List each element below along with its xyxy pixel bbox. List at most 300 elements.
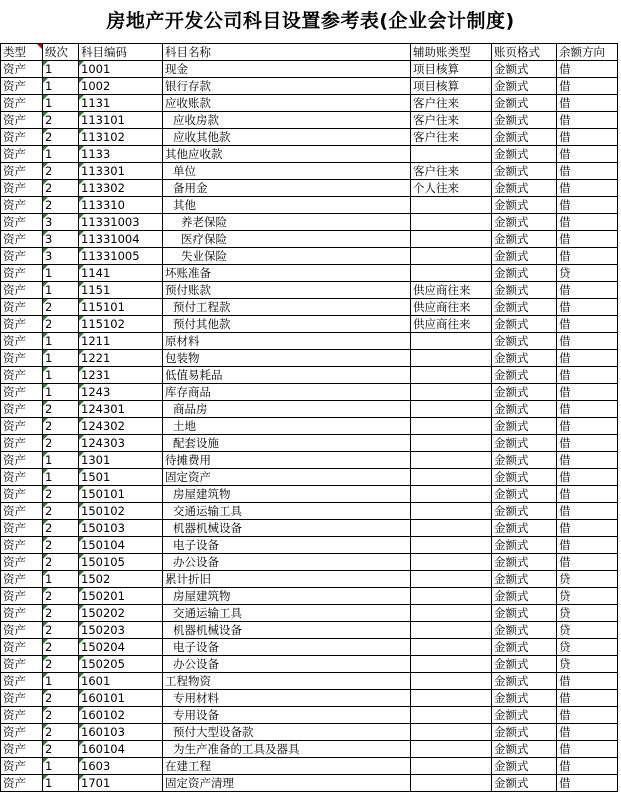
cell-name[interactable]: 医疗保险 — [163, 231, 411, 248]
cell-aux-type[interactable] — [411, 384, 492, 401]
cell-aux-type[interactable] — [411, 333, 492, 350]
cell-name[interactable]: 固定资产 — [163, 469, 411, 486]
cell-level[interactable]: 1 — [43, 775, 79, 792]
cell-balance-direction[interactable]: 借 — [557, 146, 618, 163]
cell-type[interactable]: 资产 — [1, 537, 43, 554]
cell-name[interactable]: 原材料 — [163, 333, 411, 350]
cell-balance-direction[interactable]: 借 — [557, 197, 618, 214]
cell-aux-type[interactable] — [411, 401, 492, 418]
cell-aux-type[interactable] — [411, 639, 492, 656]
cell-type[interactable]: 资产 — [1, 231, 43, 248]
cell-level[interactable]: 2 — [43, 554, 79, 571]
cell-code[interactable]: 1211 — [79, 333, 163, 350]
cell-type[interactable]: 资产 — [1, 333, 43, 350]
cell-balance-direction[interactable]: 借 — [557, 95, 618, 112]
cell-level[interactable]: 2 — [43, 486, 79, 503]
cell-page-format[interactable]: 金额式 — [492, 707, 557, 724]
cell-page-format[interactable]: 金额式 — [492, 367, 557, 384]
cell-name[interactable]: 专用材料 — [163, 690, 411, 707]
cell-type[interactable]: 资产 — [1, 61, 43, 78]
cell-name[interactable]: 其他应收款 — [163, 146, 411, 163]
cell-balance-direction[interactable]: 借 — [557, 401, 618, 418]
cell-page-format[interactable]: 金额式 — [492, 197, 557, 214]
cell-code[interactable]: 160101 — [79, 690, 163, 707]
cell-name[interactable]: 办公设备 — [163, 656, 411, 673]
cell-page-format[interactable]: 金额式 — [492, 61, 557, 78]
cell-type[interactable]: 资产 — [1, 282, 43, 299]
cell-page-format[interactable]: 金额式 — [492, 605, 557, 622]
header-cell-page-format[interactable]: 账页格式 — [492, 44, 557, 61]
cell-balance-direction[interactable]: 借 — [557, 418, 618, 435]
cell-aux-type[interactable]: 客户往来 — [411, 112, 492, 129]
cell-page-format[interactable]: 金额式 — [492, 265, 557, 282]
cell-aux-type[interactable] — [411, 435, 492, 452]
cell-aux-type[interactable]: 供应商往来 — [411, 316, 492, 333]
cell-name[interactable]: 交通运输工具 — [163, 605, 411, 622]
cell-code[interactable]: 113102 — [79, 129, 163, 146]
header-cell-balance-direction[interactable]: 余额方向 — [557, 44, 618, 61]
cell-balance-direction[interactable]: 借 — [557, 707, 618, 724]
cell-page-format[interactable]: 金额式 — [492, 78, 557, 95]
cell-level[interactable]: 2 — [43, 418, 79, 435]
cell-balance-direction[interactable]: 贷 — [557, 622, 618, 639]
cell-type[interactable]: 资产 — [1, 588, 43, 605]
cell-aux-type[interactable] — [411, 724, 492, 741]
cell-code[interactable]: 1221 — [79, 350, 163, 367]
cell-code[interactable]: 1141 — [79, 265, 163, 282]
cell-aux-type[interactable]: 项目核算 — [411, 78, 492, 95]
cell-code[interactable]: 115102 — [79, 316, 163, 333]
cell-name[interactable]: 预付账款 — [163, 282, 411, 299]
cell-page-format[interactable]: 金额式 — [492, 163, 557, 180]
cell-aux-type[interactable] — [411, 197, 492, 214]
cell-name[interactable]: 办公设备 — [163, 554, 411, 571]
cell-code[interactable]: 150202 — [79, 605, 163, 622]
cell-balance-direction[interactable]: 借 — [557, 673, 618, 690]
cell-name[interactable]: 预付其他款 — [163, 316, 411, 333]
cell-balance-direction[interactable]: 借 — [557, 537, 618, 554]
cell-type[interactable]: 资产 — [1, 146, 43, 163]
cell-code[interactable]: 1231 — [79, 367, 163, 384]
cell-balance-direction[interactable]: 借 — [557, 78, 618, 95]
cell-aux-type[interactable] — [411, 367, 492, 384]
cell-name[interactable]: 包装物 — [163, 350, 411, 367]
cell-level[interactable]: 1 — [43, 265, 79, 282]
cell-type[interactable]: 资产 — [1, 520, 43, 537]
cell-level[interactable]: 3 — [43, 231, 79, 248]
cell-type[interactable]: 资产 — [1, 265, 43, 282]
cell-type[interactable]: 资产 — [1, 639, 43, 656]
cell-balance-direction[interactable]: 借 — [557, 180, 618, 197]
cell-type[interactable]: 资产 — [1, 350, 43, 367]
cell-name[interactable]: 电子设备 — [163, 639, 411, 656]
cell-type[interactable]: 资产 — [1, 129, 43, 146]
cell-page-format[interactable]: 金额式 — [492, 520, 557, 537]
cell-aux-type[interactable] — [411, 231, 492, 248]
cell-type[interactable]: 资产 — [1, 214, 43, 231]
cell-name[interactable]: 交通运输工具 — [163, 503, 411, 520]
cell-code[interactable]: 1133 — [79, 146, 163, 163]
cell-level[interactable]: 2 — [43, 741, 79, 758]
cell-level[interactable]: 2 — [43, 605, 79, 622]
cell-balance-direction[interactable]: 借 — [557, 163, 618, 180]
cell-level[interactable]: 1 — [43, 333, 79, 350]
cell-type[interactable]: 资产 — [1, 469, 43, 486]
cell-name[interactable]: 坏账准备 — [163, 265, 411, 282]
cell-balance-direction[interactable]: 借 — [557, 129, 618, 146]
cell-balance-direction[interactable]: 贷 — [557, 265, 618, 282]
cell-balance-direction[interactable]: 借 — [557, 775, 618, 792]
cell-balance-direction[interactable]: 借 — [557, 316, 618, 333]
cell-level[interactable]: 1 — [43, 282, 79, 299]
cell-type[interactable]: 资产 — [1, 554, 43, 571]
cell-name[interactable]: 电子设备 — [163, 537, 411, 554]
cell-code[interactable]: 124303 — [79, 435, 163, 452]
cell-code[interactable]: 1502 — [79, 571, 163, 588]
cell-page-format[interactable]: 金额式 — [492, 350, 557, 367]
cell-page-format[interactable]: 金额式 — [492, 690, 557, 707]
cell-name[interactable]: 养老保险 — [163, 214, 411, 231]
cell-code[interactable]: 1603 — [79, 758, 163, 775]
cell-level[interactable]: 1 — [43, 61, 79, 78]
cell-name[interactable]: 单位 — [163, 163, 411, 180]
cell-balance-direction[interactable]: 借 — [557, 741, 618, 758]
cell-level[interactable]: 2 — [43, 656, 79, 673]
cell-balance-direction[interactable]: 借 — [557, 469, 618, 486]
cell-type[interactable]: 资产 — [1, 622, 43, 639]
cell-balance-direction[interactable]: 贷 — [557, 571, 618, 588]
cell-page-format[interactable]: 金额式 — [492, 775, 557, 792]
cell-balance-direction[interactable]: 借 — [557, 724, 618, 741]
cell-aux-type[interactable]: 个人往来 — [411, 180, 492, 197]
cell-page-format[interactable]: 金额式 — [492, 571, 557, 588]
cell-page-format[interactable]: 金额式 — [492, 622, 557, 639]
cell-level[interactable]: 2 — [43, 537, 79, 554]
cell-balance-direction[interactable]: 借 — [557, 350, 618, 367]
cell-page-format[interactable]: 金额式 — [492, 503, 557, 520]
cell-aux-type[interactable] — [411, 248, 492, 265]
cell-code[interactable]: 1301 — [79, 452, 163, 469]
header-cell-level[interactable]: 级次 — [43, 44, 79, 61]
cell-type[interactable]: 资产 — [1, 486, 43, 503]
cell-code[interactable]: 1002 — [79, 78, 163, 95]
cell-type[interactable]: 资产 — [1, 690, 43, 707]
cell-type[interactable]: 资产 — [1, 78, 43, 95]
cell-type[interactable]: 资产 — [1, 707, 43, 724]
cell-page-format[interactable]: 金额式 — [492, 656, 557, 673]
cell-page-format[interactable]: 金额式 — [492, 112, 557, 129]
cell-aux-type[interactable] — [411, 622, 492, 639]
cell-balance-direction[interactable]: 借 — [557, 299, 618, 316]
cell-aux-type[interactable]: 客户往来 — [411, 129, 492, 146]
cell-page-format[interactable]: 金额式 — [492, 95, 557, 112]
cell-name[interactable]: 机器机械设备 — [163, 622, 411, 639]
cell-name[interactable]: 配套设施 — [163, 435, 411, 452]
cell-aux-type[interactable] — [411, 486, 492, 503]
cell-code[interactable]: 1001 — [79, 61, 163, 78]
cell-name[interactable]: 银行存款 — [163, 78, 411, 95]
cell-code[interactable]: 150204 — [79, 639, 163, 656]
cell-balance-direction[interactable]: 贷 — [557, 656, 618, 673]
cell-code[interactable]: 1151 — [79, 282, 163, 299]
cell-aux-type[interactable] — [411, 588, 492, 605]
cell-type[interactable]: 资产 — [1, 248, 43, 265]
cell-code[interactable]: 150201 — [79, 588, 163, 605]
cell-code[interactable]: 150104 — [79, 537, 163, 554]
header-cell-aux-type[interactable]: 辅助账类型 — [411, 44, 492, 61]
cell-name[interactable]: 房屋建筑物 — [163, 588, 411, 605]
cell-balance-direction[interactable]: 借 — [557, 435, 618, 452]
cell-type[interactable]: 资产 — [1, 316, 43, 333]
cell-aux-type[interactable] — [411, 656, 492, 673]
cell-code[interactable]: 115101 — [79, 299, 163, 316]
cell-name[interactable]: 专用设备 — [163, 707, 411, 724]
cell-aux-type[interactable] — [411, 741, 492, 758]
cell-page-format[interactable]: 金额式 — [492, 384, 557, 401]
cell-page-format[interactable]: 金额式 — [492, 146, 557, 163]
cell-code[interactable]: 150101 — [79, 486, 163, 503]
cell-level[interactable]: 1 — [43, 469, 79, 486]
cell-level[interactable]: 1 — [43, 452, 79, 469]
cell-balance-direction[interactable]: 借 — [557, 554, 618, 571]
cell-level[interactable]: 2 — [43, 112, 79, 129]
cell-level[interactable]: 2 — [43, 707, 79, 724]
cell-name[interactable]: 为生产准备的工具及器具 — [163, 741, 411, 758]
cell-level[interactable]: 1 — [43, 367, 79, 384]
cell-type[interactable]: 资产 — [1, 656, 43, 673]
cell-aux-type[interactable]: 供应商往来 — [411, 282, 492, 299]
cell-code[interactable]: 150205 — [79, 656, 163, 673]
cell-code[interactable]: 113302 — [79, 180, 163, 197]
cell-code[interactable]: 150203 — [79, 622, 163, 639]
cell-level[interactable]: 2 — [43, 588, 79, 605]
cell-balance-direction[interactable]: 借 — [557, 231, 618, 248]
cell-type[interactable]: 资产 — [1, 435, 43, 452]
cell-name[interactable]: 应收账款 — [163, 95, 411, 112]
cell-page-format[interactable]: 金额式 — [492, 248, 557, 265]
cell-type[interactable]: 资产 — [1, 401, 43, 418]
cell-aux-type[interactable] — [411, 265, 492, 282]
cell-aux-type[interactable]: 客户往来 — [411, 163, 492, 180]
cell-name[interactable]: 固定资产清理 — [163, 775, 411, 792]
cell-page-format[interactable]: 金额式 — [492, 316, 557, 333]
cell-aux-type[interactable]: 项目核算 — [411, 61, 492, 78]
cell-name[interactable]: 备用金 — [163, 180, 411, 197]
cell-type[interactable]: 资产 — [1, 571, 43, 588]
cell-level[interactable]: 2 — [43, 639, 79, 656]
cell-code[interactable]: 150105 — [79, 554, 163, 571]
cell-code[interactable]: 1701 — [79, 775, 163, 792]
cell-type[interactable]: 资产 — [1, 673, 43, 690]
cell-aux-type[interactable] — [411, 775, 492, 792]
cell-type[interactable]: 资产 — [1, 503, 43, 520]
cell-level[interactable]: 2 — [43, 435, 79, 452]
cell-level[interactable]: 1 — [43, 384, 79, 401]
cell-type[interactable]: 资产 — [1, 758, 43, 775]
cell-balance-direction[interactable]: 借 — [557, 503, 618, 520]
cell-level[interactable]: 2 — [43, 503, 79, 520]
cell-page-format[interactable]: 金额式 — [492, 282, 557, 299]
cell-aux-type[interactable]: 客户往来 — [411, 95, 492, 112]
cell-level[interactable]: 2 — [43, 622, 79, 639]
cell-aux-type[interactable] — [411, 690, 492, 707]
cell-level[interactable]: 1 — [43, 571, 79, 588]
cell-level[interactable]: 3 — [43, 214, 79, 231]
cell-type[interactable]: 资产 — [1, 163, 43, 180]
cell-page-format[interactable]: 金额式 — [492, 639, 557, 656]
cell-code[interactable]: 11331003 — [79, 214, 163, 231]
cell-name[interactable]: 预付大型设备款 — [163, 724, 411, 741]
cell-level[interactable]: 1 — [43, 95, 79, 112]
cell-type[interactable]: 资产 — [1, 418, 43, 435]
cell-code[interactable]: 1243 — [79, 384, 163, 401]
cell-aux-type[interactable] — [411, 554, 492, 571]
cell-level[interactable]: 1 — [43, 146, 79, 163]
cell-balance-direction[interactable]: 借 — [557, 367, 618, 384]
cell-name[interactable]: 机器机械设备 — [163, 520, 411, 537]
cell-type[interactable]: 资产 — [1, 724, 43, 741]
cell-level[interactable]: 2 — [43, 316, 79, 333]
cell-page-format[interactable]: 金额式 — [492, 333, 557, 350]
cell-name[interactable]: 房屋建筑物 — [163, 486, 411, 503]
cell-code[interactable]: 124301 — [79, 401, 163, 418]
cell-page-format[interactable]: 金额式 — [492, 452, 557, 469]
cell-aux-type[interactable] — [411, 418, 492, 435]
cell-page-format[interactable]: 金额式 — [492, 741, 557, 758]
header-cell-code[interactable]: 科目编码 — [79, 44, 163, 61]
cell-page-format[interactable]: 金额式 — [492, 418, 557, 435]
cell-balance-direction[interactable]: 贷 — [557, 588, 618, 605]
cell-name[interactable]: 低值易耗品 — [163, 367, 411, 384]
cell-name[interactable]: 预付工程款 — [163, 299, 411, 316]
cell-level[interactable]: 2 — [43, 724, 79, 741]
cell-aux-type[interactable] — [411, 503, 492, 520]
cell-code[interactable]: 113301 — [79, 163, 163, 180]
cell-level[interactable]: 1 — [43, 758, 79, 775]
cell-balance-direction[interactable]: 借 — [557, 248, 618, 265]
cell-name[interactable]: 工程物资 — [163, 673, 411, 690]
cell-balance-direction[interactable]: 借 — [557, 758, 618, 775]
cell-page-format[interactable]: 金额式 — [492, 435, 557, 452]
cell-type[interactable]: 资产 — [1, 197, 43, 214]
cell-type[interactable]: 资产 — [1, 384, 43, 401]
cell-code[interactable]: 1601 — [79, 673, 163, 690]
cell-code[interactable]: 1501 — [79, 469, 163, 486]
cell-page-format[interactable]: 金额式 — [492, 299, 557, 316]
cell-aux-type[interactable] — [411, 452, 492, 469]
cell-aux-type[interactable] — [411, 571, 492, 588]
cell-level[interactable]: 2 — [43, 690, 79, 707]
cell-code[interactable]: 11331005 — [79, 248, 163, 265]
cell-name[interactable]: 累计折旧 — [163, 571, 411, 588]
cell-aux-type[interactable] — [411, 673, 492, 690]
cell-type[interactable]: 资产 — [1, 775, 43, 792]
cell-name[interactable]: 土地 — [163, 418, 411, 435]
cell-code[interactable]: 150102 — [79, 503, 163, 520]
cell-name[interactable]: 待摊费用 — [163, 452, 411, 469]
cell-name[interactable]: 应收房款 — [163, 112, 411, 129]
cell-code[interactable]: 11331004 — [79, 231, 163, 248]
cell-balance-direction[interactable]: 借 — [557, 486, 618, 503]
cell-aux-type[interactable] — [411, 214, 492, 231]
cell-name[interactable]: 商品房 — [163, 401, 411, 418]
cell-balance-direction[interactable]: 借 — [557, 112, 618, 129]
cell-code[interactable]: 160102 — [79, 707, 163, 724]
cell-page-format[interactable]: 金额式 — [492, 724, 557, 741]
cell-code[interactable]: 160104 — [79, 741, 163, 758]
cell-aux-type[interactable] — [411, 537, 492, 554]
header-cell-name[interactable]: 科目名称 — [163, 44, 411, 61]
cell-code[interactable]: 124302 — [79, 418, 163, 435]
cell-page-format[interactable]: 金额式 — [492, 588, 557, 605]
cell-aux-type[interactable] — [411, 469, 492, 486]
cell-aux-type[interactable] — [411, 350, 492, 367]
cell-name[interactable]: 失业保险 — [163, 248, 411, 265]
cell-name[interactable]: 其他 — [163, 197, 411, 214]
cell-aux-type[interactable] — [411, 758, 492, 775]
cell-level[interactable]: 3 — [43, 248, 79, 265]
cell-page-format[interactable]: 金额式 — [492, 486, 557, 503]
cell-name[interactable]: 库存商品 — [163, 384, 411, 401]
cell-type[interactable]: 资产 — [1, 367, 43, 384]
cell-balance-direction[interactable]: 借 — [557, 61, 618, 78]
cell-aux-type[interactable] — [411, 146, 492, 163]
cell-type[interactable]: 资产 — [1, 605, 43, 622]
cell-level[interactable]: 1 — [43, 673, 79, 690]
cell-level[interactable]: 2 — [43, 299, 79, 316]
cell-balance-direction[interactable]: 借 — [557, 384, 618, 401]
cell-page-format[interactable]: 金额式 — [492, 758, 557, 775]
cell-aux-type[interactable] — [411, 605, 492, 622]
cell-level[interactable]: 2 — [43, 401, 79, 418]
cell-code[interactable]: 160103 — [79, 724, 163, 741]
cell-balance-direction[interactable]: 贷 — [557, 605, 618, 622]
cell-name[interactable]: 在建工程 — [163, 758, 411, 775]
cell-code[interactable]: 113101 — [79, 112, 163, 129]
cell-page-format[interactable]: 金额式 — [492, 537, 557, 554]
header-cell-type[interactable]: 类型 — [1, 44, 43, 61]
cell-level[interactable]: 1 — [43, 350, 79, 367]
cell-balance-direction[interactable]: 借 — [557, 333, 618, 350]
cell-level[interactable]: 2 — [43, 180, 79, 197]
cell-level[interactable]: 2 — [43, 197, 79, 214]
cell-page-format[interactable]: 金额式 — [492, 554, 557, 571]
cell-balance-direction[interactable]: 借 — [557, 690, 618, 707]
cell-name[interactable]: 应收其他款 — [163, 129, 411, 146]
cell-balance-direction[interactable]: 贷 — [557, 639, 618, 656]
cell-page-format[interactable]: 金额式 — [492, 129, 557, 146]
cell-page-format[interactable]: 金额式 — [492, 401, 557, 418]
cell-level[interactable]: 1 — [43, 78, 79, 95]
cell-aux-type[interactable] — [411, 707, 492, 724]
cell-type[interactable]: 资产 — [1, 299, 43, 316]
cell-page-format[interactable]: 金额式 — [492, 231, 557, 248]
cell-code[interactable]: 113310 — [79, 197, 163, 214]
cell-name[interactable]: 现金 — [163, 61, 411, 78]
cell-balance-direction[interactable]: 借 — [557, 214, 618, 231]
cell-type[interactable]: 资产 — [1, 112, 43, 129]
cell-type[interactable]: 资产 — [1, 741, 43, 758]
cell-balance-direction[interactable]: 借 — [557, 282, 618, 299]
cell-level[interactable]: 2 — [43, 520, 79, 537]
cell-page-format[interactable]: 金额式 — [492, 469, 557, 486]
cell-level[interactable]: 2 — [43, 129, 79, 146]
cell-aux-type[interactable]: 供应商往来 — [411, 299, 492, 316]
cell-balance-direction[interactable]: 借 — [557, 452, 618, 469]
cell-balance-direction[interactable]: 借 — [557, 520, 618, 537]
cell-type[interactable]: 资产 — [1, 95, 43, 112]
cell-level[interactable]: 2 — [43, 163, 79, 180]
